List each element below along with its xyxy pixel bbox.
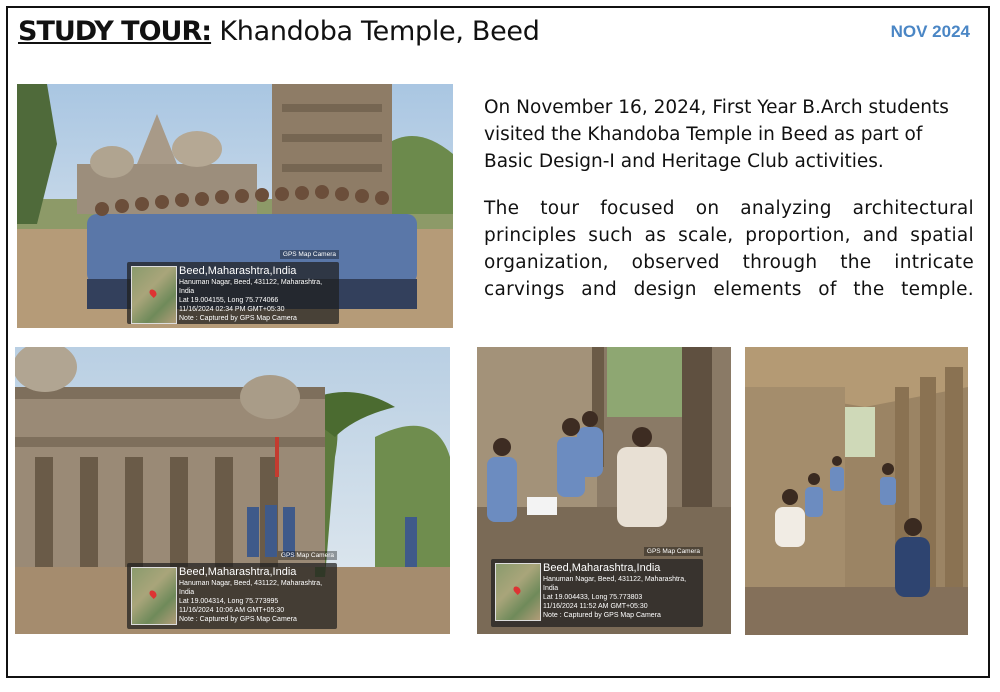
description xyxy=(484,94,974,323)
description-paragraph-2: The tour focused on analyzing architectural principles such as scale, proportion, and spatial organization, observed through the intricate carvings and design elements of the temple. xyxy=(484,198,974,300)
stamp-coords: Lat 19.004155, Long 75.774066 xyxy=(179,297,279,304)
stamp-datetime: 11/16/2024 10:06 AM GMT+05:30 xyxy=(179,607,285,614)
temple-corridor-image xyxy=(745,347,968,635)
stamp-note: Note : Captured by GPS Map Camera xyxy=(179,616,297,623)
stamp-datetime: 11/16/2024 02:34 PM GMT+05:30 xyxy=(179,306,285,313)
stamp-tag: GPS Map Camera xyxy=(644,547,703,556)
stamp-city: Beed,Maharashtra,India xyxy=(179,566,297,578)
stamp-coords: Lat 19.004433, Long 75.773803 xyxy=(543,594,643,601)
stamp-note: Note : Captured by GPS Map Camera xyxy=(543,612,661,619)
stamp-address: Hanuman Nagar, Beed, 431122, Maharashtra, India xyxy=(179,279,323,295)
date-label: NOV 2024 xyxy=(890,22,970,41)
stamp-city: Beed,Maharashtra,India xyxy=(179,265,297,277)
stamp-city: Beed,Maharashtra,India xyxy=(543,562,661,574)
title-rest: Khandoba Temple, Beed xyxy=(211,16,540,47)
stamp-note: Note : Captured by GPS Map Camera xyxy=(179,315,297,322)
page-title xyxy=(18,16,540,47)
gps-stamp xyxy=(491,548,703,627)
title-lead: STUDY TOUR: xyxy=(18,16,212,47)
photo-group-at-temple xyxy=(17,84,453,328)
stamp-datetime: 11/16/2024 11:52 AM GMT+05:30 xyxy=(543,603,648,610)
photo-students-sketching xyxy=(477,347,731,634)
stamp-coords: Lat 19.004314, Long 75.773995 xyxy=(179,598,279,605)
stamp-tag: GPS Map Camera xyxy=(280,250,339,259)
description-paragraph-1: On November 16, 2024, First Year B.Arch students visited the Khandoba Temple in Beed as part of Basic Design-I and Heritage Club activities. xyxy=(484,97,949,172)
gps-stamp xyxy=(127,552,337,629)
stamp-address: Hanuman Nagar, Beed, 431122, Maharashtra, India xyxy=(543,576,687,592)
stamp-tag: GPS Map Camera xyxy=(278,551,337,560)
map-thumbnail-icon xyxy=(131,266,177,324)
gps-stamp xyxy=(127,251,339,324)
photo-temple-corridor xyxy=(745,347,968,635)
stamp-address: Hanuman Nagar, Beed, 431122, Maharashtra, India xyxy=(179,580,323,596)
map-thumbnail-icon xyxy=(495,563,541,621)
photo-temple-exterior xyxy=(15,347,450,634)
map-thumbnail-icon xyxy=(131,567,177,625)
